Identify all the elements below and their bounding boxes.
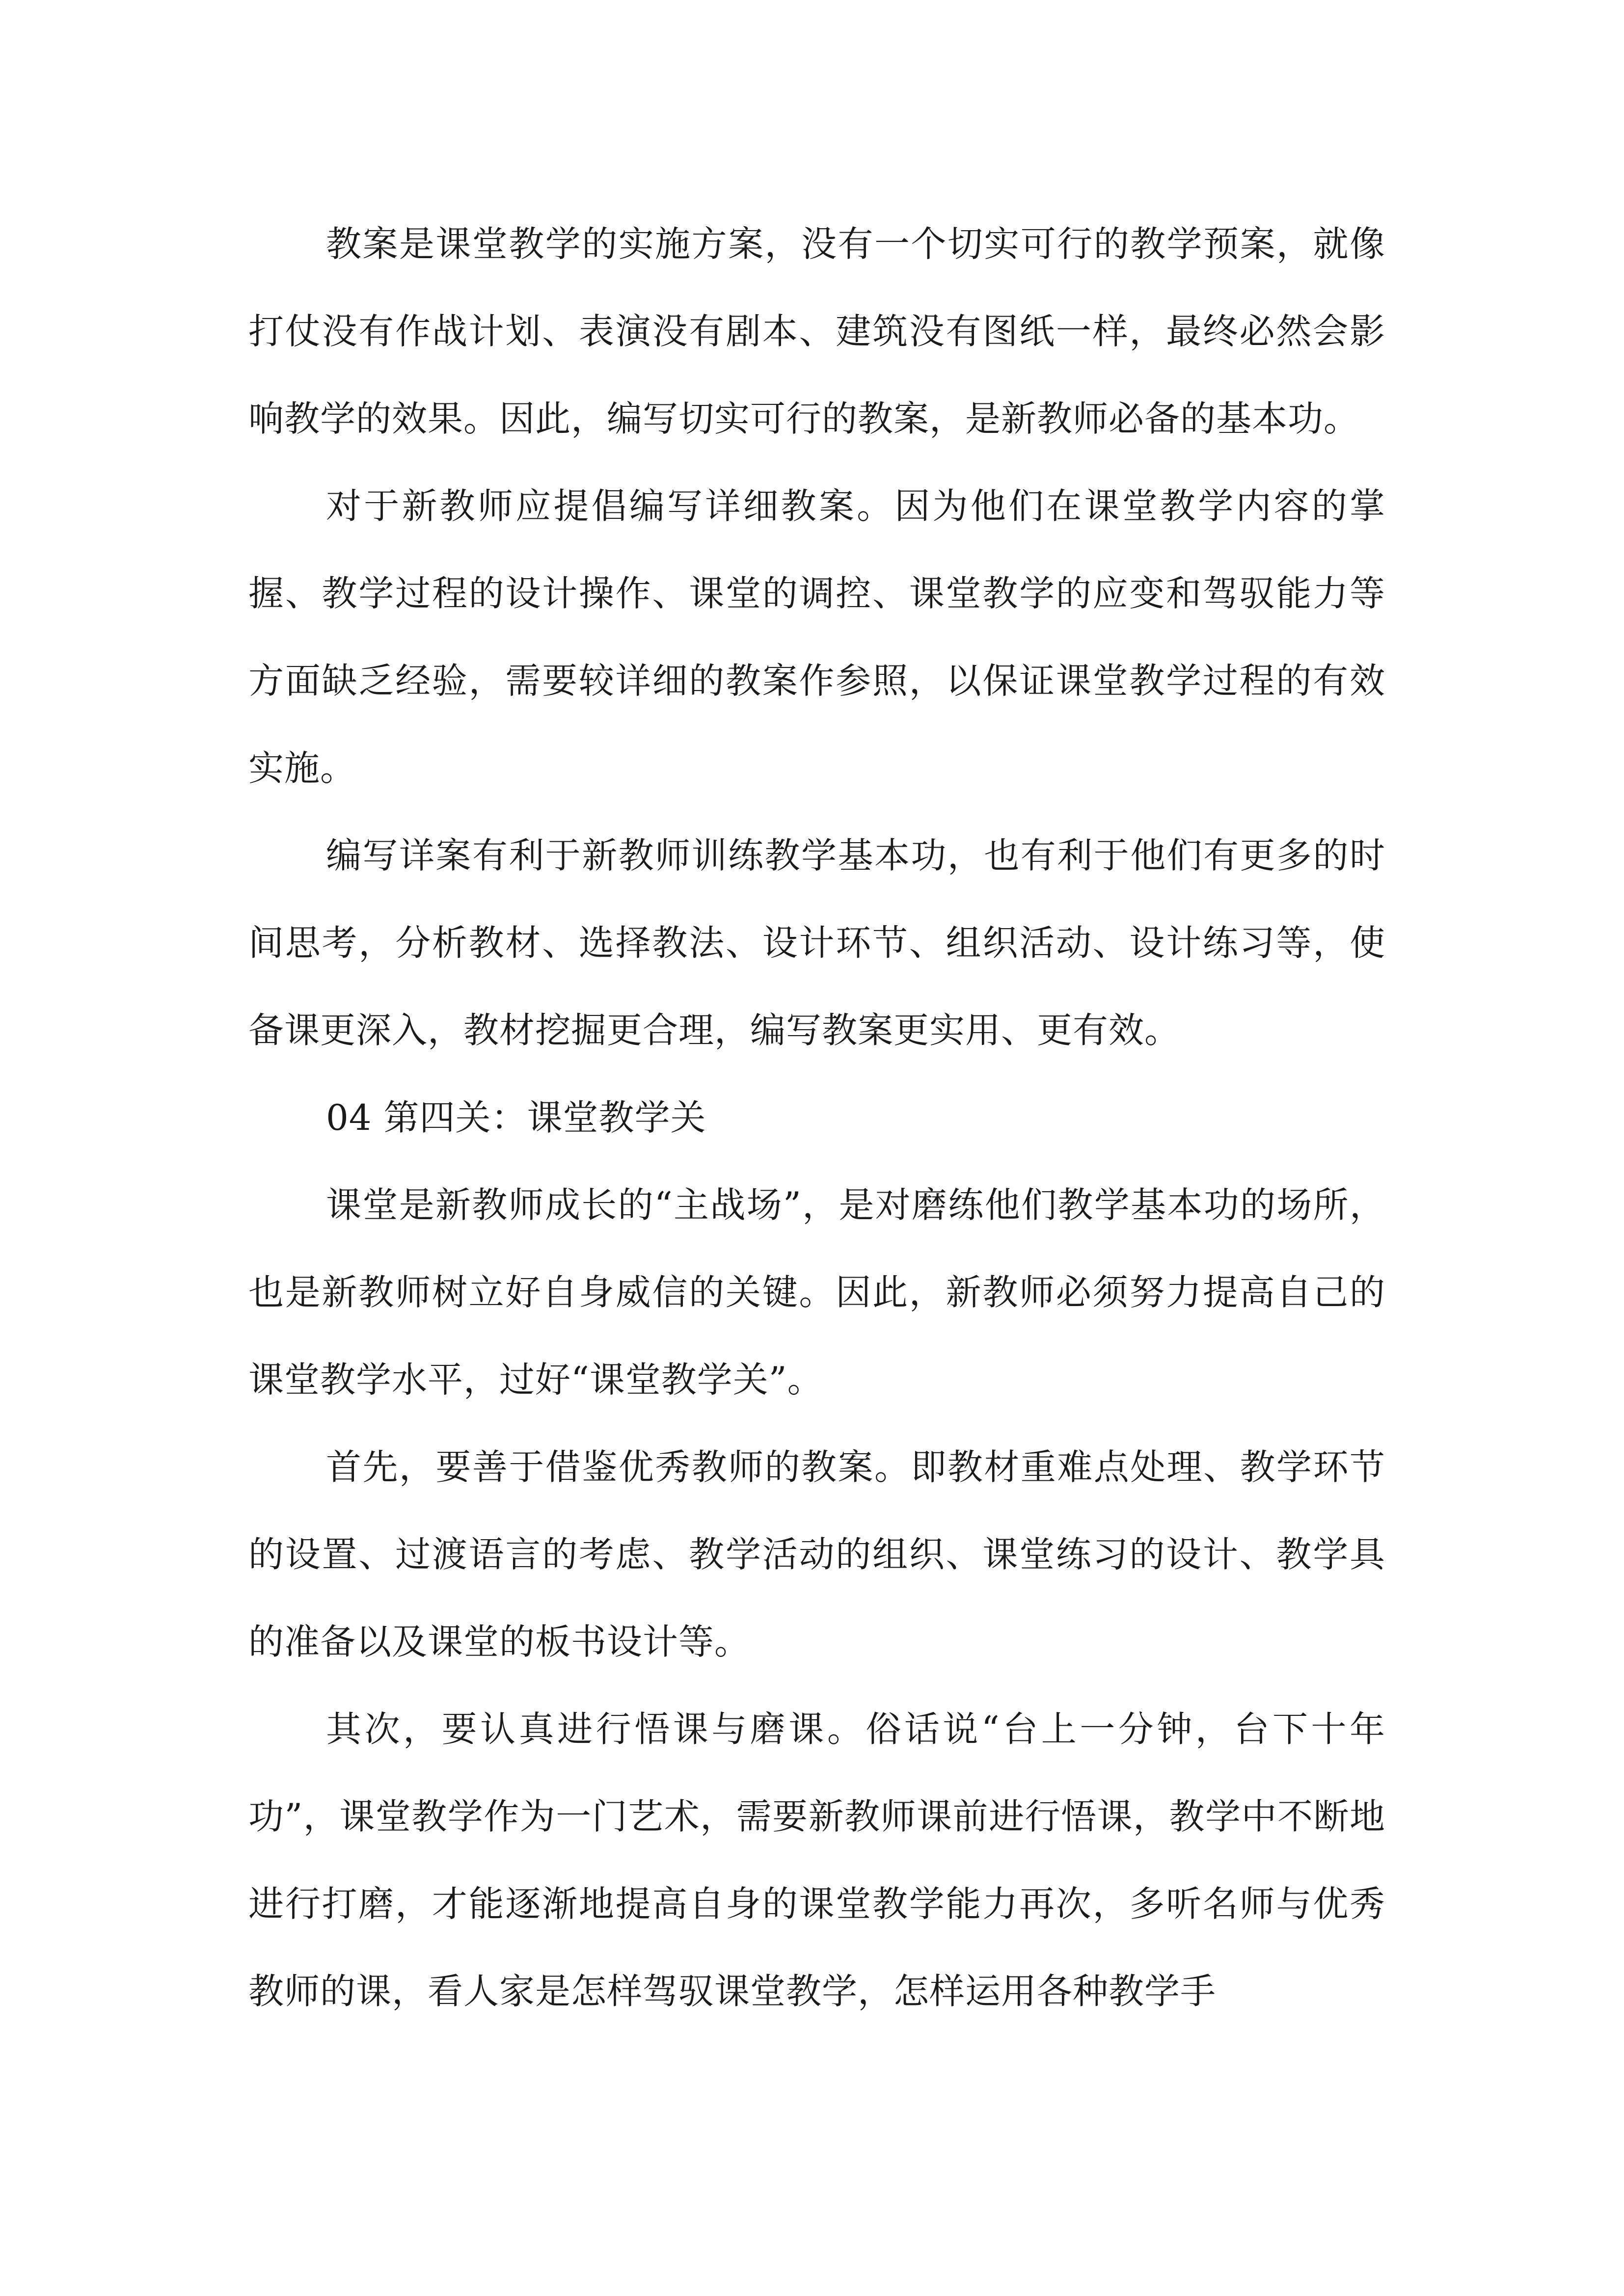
paragraph-detailed-plans: 对于新教师应提倡编写详细教案。因为他们在课堂教学内容的掌握、教学过程的设计操作、课堂的调控、课堂教学的应变和驾驭能力等方面缺乏经验，需要较详细的教案作参照，以保证课堂教学过程的有效实施。 — [248, 485, 1385, 789]
paragraph-classroom-main-battlefield: 课堂是新教师成长的“主战场”，是对磨练他们教学基本功的场所，也是新教师树立好自身威信的关键。因此，新教师必须努力提高自己的课堂教学水平，过好“课堂教学关”。 — [248, 1184, 1385, 1400]
paragraph-plan-benefits: 编写详案有利于新教师训练教学基本功，也有利于他们有更多的时间思考，分析教材、选择教法、设计环节、组织活动、设计练习等，使备课更深入，教材挖掘更合理，编写教案更实用、更有效。 — [248, 835, 1385, 1051]
paragraph-learn-from-excellent-teachers: 首先，要善于借鉴优秀教师的教案。即教材重难点处理、教学环节的设置、过渡语言的考虑、教学活动的组织、课堂练习的设计、教学具的准备以及课堂的板书设计等。 — [248, 1446, 1385, 1662]
paragraph-lesson-polishing: 其次，要认真进行悟课与磨课。俗话说“台上一分钟，台下十年功”，课堂教学作为一门艺术，需要新教师课前进行悟课，教学中不断地进行打磨，才能逐渐地提高自身的课堂教学能力再次，多听名师与优秀教师的课，看人家是怎样驾驭课堂教学，怎样运用各种教学手 — [248, 1709, 1385, 2012]
section-heading: 04 第四关：课堂教学关 — [326, 1097, 706, 1138]
document-body — [248, 200, 1385, 2035]
paragraph-lesson-plan: 教案是课堂教学的实施方案，没有一个切实可行的教学预案，就像打仗没有作战计划、表演没有剧本、建筑没有图纸一样，最终必然会影响教学的效果。因此，编写切实可行的教案，是新教师必备的基本功。 — [248, 223, 1385, 439]
